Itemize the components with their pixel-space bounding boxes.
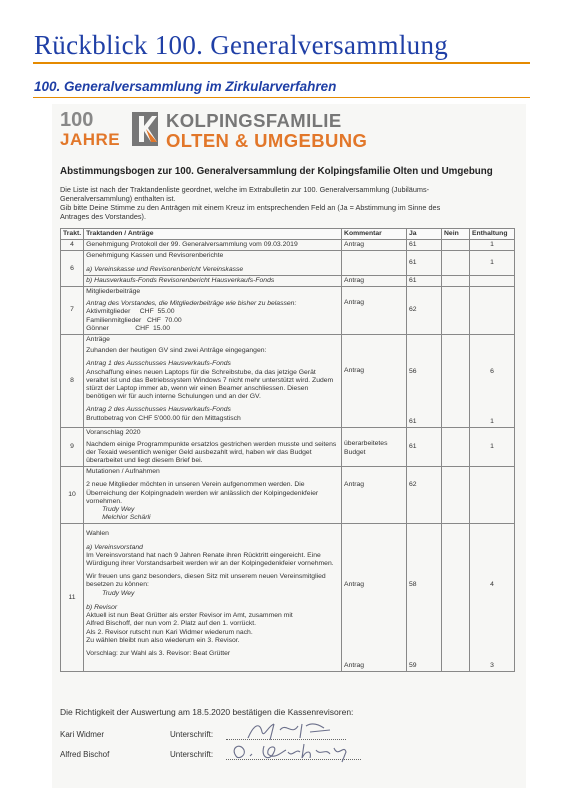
wahl-text: Wir freuen uns ganz besonders, diesen Sitz mit unserem neuen Vereinsmitglied besetzen zu können: [86, 573, 326, 589]
page-title: Rückblick 100. Generalversammlung [34, 30, 449, 60]
row-nein [442, 287, 470, 335]
row-kommentar: Antrag [342, 240, 407, 251]
row-ja: 62 [407, 467, 442, 524]
kommentar-b: Antrag [344, 661, 365, 669]
row-nr: 8 [61, 335, 84, 428]
row-ja [407, 335, 442, 428]
signature-bischof [226, 738, 366, 766]
row-text: Genehmigung Protokoll der 99. Generalversammlung vom 09.03.2019 [84, 240, 342, 251]
row-heading: Anträge [86, 336, 110, 344]
row-ja: 61 [407, 275, 442, 286]
logo-jahre: JAHRE [60, 130, 121, 149]
revisor-line: Zu wählen bleibt nun also wiederum ein 3. Revisor. [86, 636, 240, 644]
table-row [61, 251, 515, 275]
row-enthaltung [469, 335, 514, 428]
row-kommentar: überarbeitetes Budget [342, 428, 407, 467]
row-heading: Mitgliederbeiträge [86, 288, 141, 296]
logo-number: 100 [60, 109, 94, 131]
signer-name: Kari Widmer [60, 730, 105, 739]
row-nr: 6 [61, 251, 84, 287]
row-kommentar: Antrag [342, 467, 407, 524]
row-ja [407, 524, 442, 671]
row-ja: 62 [407, 287, 442, 335]
vote-enth-2: 1 [490, 418, 494, 426]
row-nein [442, 240, 470, 251]
table-row [61, 335, 515, 428]
revisor-line: Als 2. Revisor rutscht nun Kari Widmer wiederum nach. [86, 628, 253, 636]
row-kommentar [342, 524, 407, 671]
row-enthaltung [469, 524, 514, 671]
revisor-line: Aktuell ist nun Beat Grütter als erster Revisor im Amt, zusammen mit [86, 612, 293, 620]
row-subitem: b) Hausverkaufs-Fonds Revisorenbericht Hausverkaufs-Fonds [84, 275, 342, 286]
signer-name: Alfred Bischof [60, 750, 110, 759]
wahl-text: Im Vereinsvorstand hat nach 9 Jahren Renate ihren Rücktritt eingereicht. Eine Würdigung ihrer Vorstandsarbeit werden wir an der Kolpingedenkfeier vornehmen. [86, 551, 334, 568]
intro-paragraph-2: Gib bitte Deine Stimme zu den Anträgen mit einem Kreuz im entsprechenden Feld an (Ja = Abstimmung im Sinne des Antrages des Vorstandes). [60, 203, 441, 221]
row-heading: Wahlen [86, 530, 109, 538]
vote-ja-1: 56 [409, 368, 417, 376]
row-nr: 9 [61, 428, 84, 467]
vote-enth-1: 6 [490, 368, 494, 376]
row-kommentar: Antrag [342, 335, 407, 428]
document-intro [60, 185, 470, 221]
fee-line: Familienmitglieder CHF 70.00 [86, 316, 182, 324]
row-text [84, 251, 342, 275]
row-enthaltung [469, 467, 514, 524]
member-name: Trudy Wey [102, 506, 135, 514]
antrag-title: Antrag 1 des Ausschusses Hausverkaufs-Fonds [86, 360, 231, 368]
fee-line: Gönner CHF 15.00 [86, 324, 171, 332]
member-name: Melchior Schärli [102, 514, 151, 522]
antrag-text: Anschaffung eines neuen Laptops für die Schreibstube, da das jetzige Gerät veraltet ist und das Betriebssystem Windows 7 nicht mehr unterstützt wird. Zudem stürzt der Laptop immer ab, wenn wir einen Beamer anschliessen. Diesen benötigen wir für auch interne Schulungen und an der GV. [86, 368, 334, 401]
row-nein [442, 428, 470, 467]
row-antrag: Antrag des Vorstandes, die Mitgliederbeiträge wie bisher zu belassen: [86, 300, 297, 308]
document-title: Abstimmungsbogen zur 100. Generalversammlung der Kolpingsfamilie Olten und Umgebung [60, 166, 493, 177]
row-body: 2 neue Mitglieder möchten in unseren Verein aufgenommen werden. Die Überreichung der Kolpingnadeln werden wir anlässlich der Kolpingedenkfeier vornehmen. [86, 481, 319, 505]
row-body: Nachdem einige Programmpunkte ersatzlos gestrichen werden musste und seitens der Texaid wesentlich weniger Geld ausbezahlt wird, haben wir das Budget überarbeitet und liegt diesem Brief bei. [86, 440, 337, 465]
signature-label: Unterschrift: [170, 750, 214, 759]
row-nein [442, 251, 470, 275]
revisor-vorschlag: Vorschlag: zur Wahl als 3. Revisor: Beat Grütter [86, 649, 231, 657]
header-ja: Ja [407, 229, 442, 240]
title-divider [33, 62, 530, 64]
row-nein [442, 524, 470, 671]
row-kommentar [342, 251, 407, 275]
row-text [84, 524, 342, 671]
row-ja: 61 [407, 428, 442, 467]
member-name: Trudy Wey [102, 589, 135, 597]
revisor-line: Alfred Bischoff, der nun vom 2. Platz auf den 1. vorrückt. [86, 620, 257, 628]
vote-ja-a: 58 [409, 581, 417, 589]
kolping-k-logo-icon [132, 112, 158, 146]
row-kommentar: Antrag [342, 275, 407, 286]
row-nr: 4 [61, 240, 84, 251]
confirmation-text: Die Richtigkeit der Auswertung am 18.5.2020 bestätigen die Kassenrevisoren: [60, 707, 354, 717]
table-row [61, 524, 515, 671]
fee-line: Aktivmitglieder CHF 55.00 [86, 308, 175, 316]
vote-ja-2: 61 [409, 418, 417, 426]
row-subitem: a) Vereinskasse und Revisorenbericht Vereinskasse [86, 265, 244, 273]
antrag-text: Bruttobetrag von CHF 5'000.00 für den Mittagstisch [86, 414, 241, 422]
header-nein: Nein [442, 229, 470, 240]
row-nein [442, 335, 470, 428]
header-traktanden: Traktanden / Anträge [84, 229, 342, 240]
row-heading: Genehmigung Kassen und Revisorenberichte [86, 252, 224, 260]
row-text [84, 467, 342, 524]
table-row [61, 428, 515, 467]
page-subtitle: 100. Generalversammlung im Zirkularverfahren [34, 79, 337, 94]
row-heading: Voranschlag 2020 [86, 429, 141, 437]
row-nein [442, 275, 470, 286]
row-text [84, 428, 342, 467]
row-nr: 10 [61, 467, 84, 524]
row-kommentar: Antrag [342, 287, 407, 335]
table-row [61, 467, 515, 524]
table-header-row [61, 229, 515, 240]
row-enthaltung: 1 [469, 428, 514, 467]
row-enthaltung: 1 [469, 251, 514, 275]
header-nr: Trakt. [61, 229, 84, 240]
logo-line2: OLTEN & UMGEBUNG [166, 130, 368, 151]
header-kommentar: Kommentar [342, 229, 407, 240]
logo-line1: KOLPINGSFAMILIE [166, 110, 342, 131]
intro-paragraph-1: Die Liste ist nach der Traktandenliste geordnet, welche im Extrabulletin zur 100. Generalversammlung (Jubiläums-Generalversammlung) enthalten ist. [60, 185, 430, 203]
vote-enth-a: 4 [490, 581, 494, 589]
row-text [84, 335, 342, 428]
row-ja: 61 [407, 240, 442, 251]
row-text [84, 287, 342, 335]
row-nein [442, 467, 470, 524]
vote-enth-b: 3 [490, 661, 494, 669]
row-enthaltung: 1 [469, 240, 514, 251]
table-row [61, 287, 515, 335]
row-enthaltung [469, 287, 514, 335]
vote-ja-b: 59 [409, 661, 417, 669]
row-heading: Mutationen / Aufnahmen [86, 468, 160, 476]
row-intro: Zuhanden der heutigen GV sind zwei Anträge eingegangen: [86, 347, 267, 355]
table-row [61, 275, 515, 286]
row-nr: 7 [61, 287, 84, 335]
wahl-title: b) Revisor [86, 603, 118, 611]
voting-table [60, 228, 515, 672]
row-ja: 61 [407, 251, 442, 275]
kommentar-a: Antrag [344, 581, 365, 589]
wahl-title: a) Vereinsvorstand [86, 543, 143, 551]
subtitle-divider [33, 97, 530, 98]
row-nr: 11 [61, 524, 84, 671]
antrag-title: Antrag 2 des Ausschusses Hausverkaufs-Fonds [86, 406, 231, 414]
signature-label: Unterschrift: [170, 730, 214, 739]
row-enthaltung [469, 275, 514, 286]
table-row [61, 240, 515, 251]
header-enthaltung: Enthaltung [469, 229, 514, 240]
